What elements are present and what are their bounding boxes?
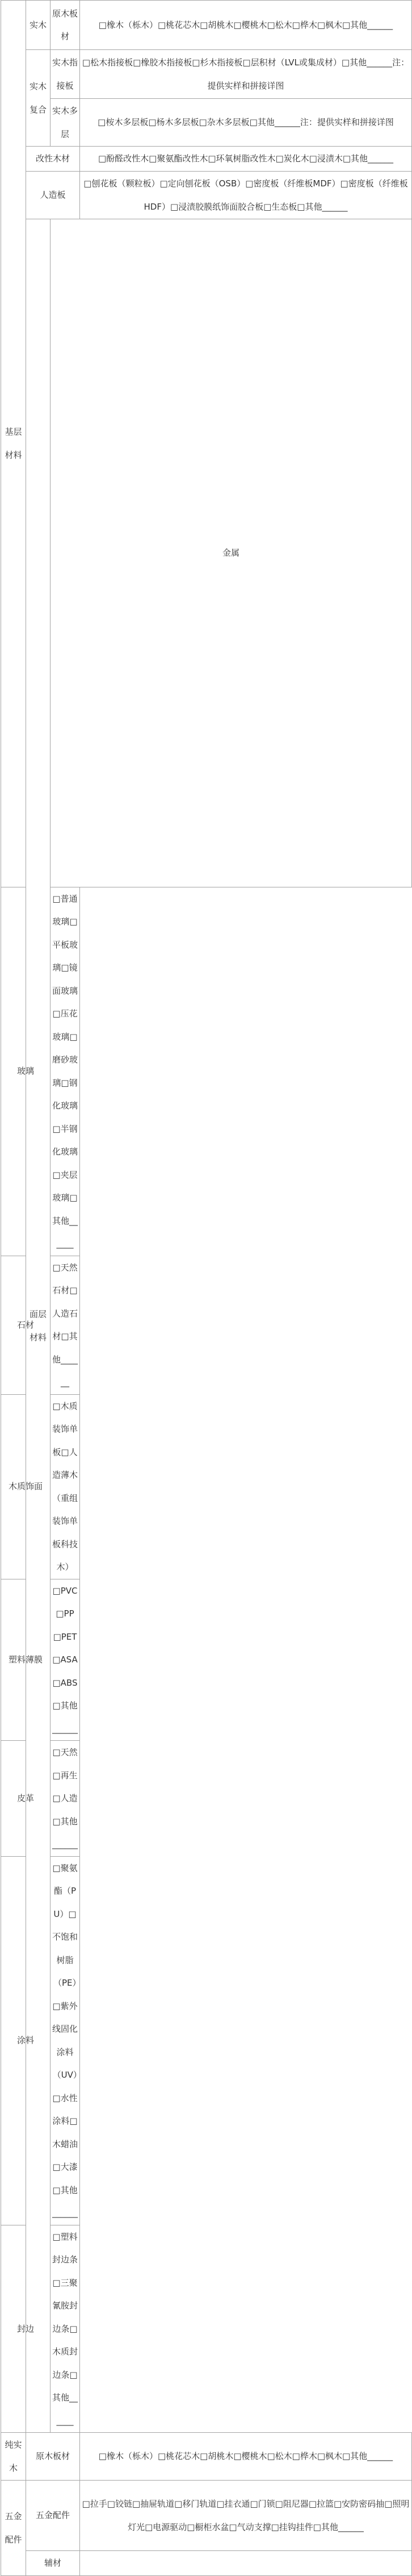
- table-row: [1, 2481, 412, 2551]
- item-metal: 金属: [51, 219, 412, 887]
- item-multilayer: 实木多层: [51, 99, 80, 147]
- table-row: [1, 2551, 412, 2576]
- table-row: [1, 172, 412, 219]
- table-row: [1, 1741, 412, 1857]
- materials-table: [1, 0, 412, 2576]
- subcategory-solid-composite: 实木复合: [26, 50, 51, 147]
- item-wood-veneer: 木质饰面: [1, 1394, 51, 1579]
- item-wood-panel: 人造板: [26, 172, 80, 219]
- item-solid-log-board: 原木板材: [51, 1, 80, 50]
- item-stone: 石材: [1, 1256, 51, 1394]
- options-log-board: □橡木（栎木）□桃花芯木□胡桃木□樱桃木□松木□桦木□枫木□其他______: [80, 2433, 412, 2481]
- item-log-board: 原木板材: [26, 2433, 80, 2481]
- options-leather: □天然□再生□人造□其他______: [51, 1741, 80, 1857]
- table-row: [1, 1256, 412, 1394]
- item-glass: 玻璃: [1, 887, 51, 1256]
- table-row: [1, 2225, 412, 2433]
- options-plastic-film: □PVC□PP□PET□ASA□ABS□其他______: [51, 1579, 80, 1741]
- item-hardware-fittings: 五金配件: [26, 2481, 80, 2551]
- category-hardware: 五金配件: [1, 2481, 26, 2576]
- table-row: [1, 50, 412, 99]
- table-row: [1, 1394, 412, 1579]
- table-row: [1, 147, 412, 172]
- options-edge-band: □塑料封边条□三聚氰胺封边条□木质封边条□其他______: [51, 2225, 80, 2433]
- options-wood-veneer: □木质装饰单板□人造薄木（重组装饰单板科技木）: [51, 1394, 80, 1579]
- options-coating: □聚氨酯（PU）□不饱和树脂（PE）□紫外线固化涂料（UV）□水性涂料□木蜡油□大漆□其他______: [51, 1856, 80, 2225]
- options-hardware: □拉手□铰链□抽屉轨道□移门轨道□挂衣通□门锁□阻尼器□拉篮□安防密码抽□照明灯光□电源驱动□橱柜水盆□气动支撑□挂钩挂件□其他______: [80, 2481, 412, 2551]
- table-row: [1, 1, 412, 50]
- category-pure-solid: 纯实木: [1, 2433, 26, 2481]
- item-auxiliary: 辅材: [26, 2551, 80, 2576]
- table-row: [1, 887, 412, 1256]
- item-edge-band: 封边: [1, 2225, 51, 2433]
- table-row: [1, 1579, 412, 1741]
- options-glass: □普通玻璃□平板玻璃□镜面玻璃□压花玻璃□磨砂玻璃□钢化玻璃□半钢化玻璃□夹层玻璃□其他______: [51, 887, 80, 1256]
- table-row: [1, 219, 412, 887]
- item-coating: 涂料: [1, 1856, 51, 2225]
- category-base-material: 基层材料: [1, 1, 26, 887]
- table-row: [1, 2433, 412, 2481]
- table-row: [1, 1856, 412, 2225]
- options-wood-panel: □刨花板（颗粒板）□定向刨花板（OSB）□密度板（纤维板MDF）□密度板（纤维板HDF）□浸渍胶膜纸饰面胶合板□生态板□其他______: [80, 172, 412, 219]
- item-finger-joint: 实木指接板: [51, 50, 80, 99]
- options-auxiliary: [80, 2551, 412, 2576]
- item-leather: 皮革: [1, 1741, 51, 1857]
- table-row: [1, 99, 412, 147]
- subcategory-solid-wood: 实木: [26, 1, 51, 50]
- options-stone: □天然石材□人造石材□其他______: [51, 1256, 80, 1394]
- category-surface-material: 面层材料: [26, 219, 51, 2433]
- item-modified-wood: 改性木材: [26, 147, 80, 172]
- item-plastic-film: 塑料薄膜: [1, 1579, 51, 1741]
- options-finger-joint: □松木指接板□橡胶木指接板□杉木指接板□层积材（LVL或集成材）□其他______注：提供实样和拼接详图: [80, 50, 412, 99]
- options-solid-log-board: □橡木（栎木）□桃花芯木□胡桃木□樱桃木□松木□桦木□枫木□其他______: [80, 1, 412, 50]
- options-modified-wood: □酚醛改性木□聚氨酯改性木□环氧树脂改性木□炭化木□浸渍木□其他______: [80, 147, 412, 172]
- options-multilayer: □桉木多层板□杨木多层板□杂木多层板□其他______注：提供实样和拼接详图: [80, 99, 412, 147]
